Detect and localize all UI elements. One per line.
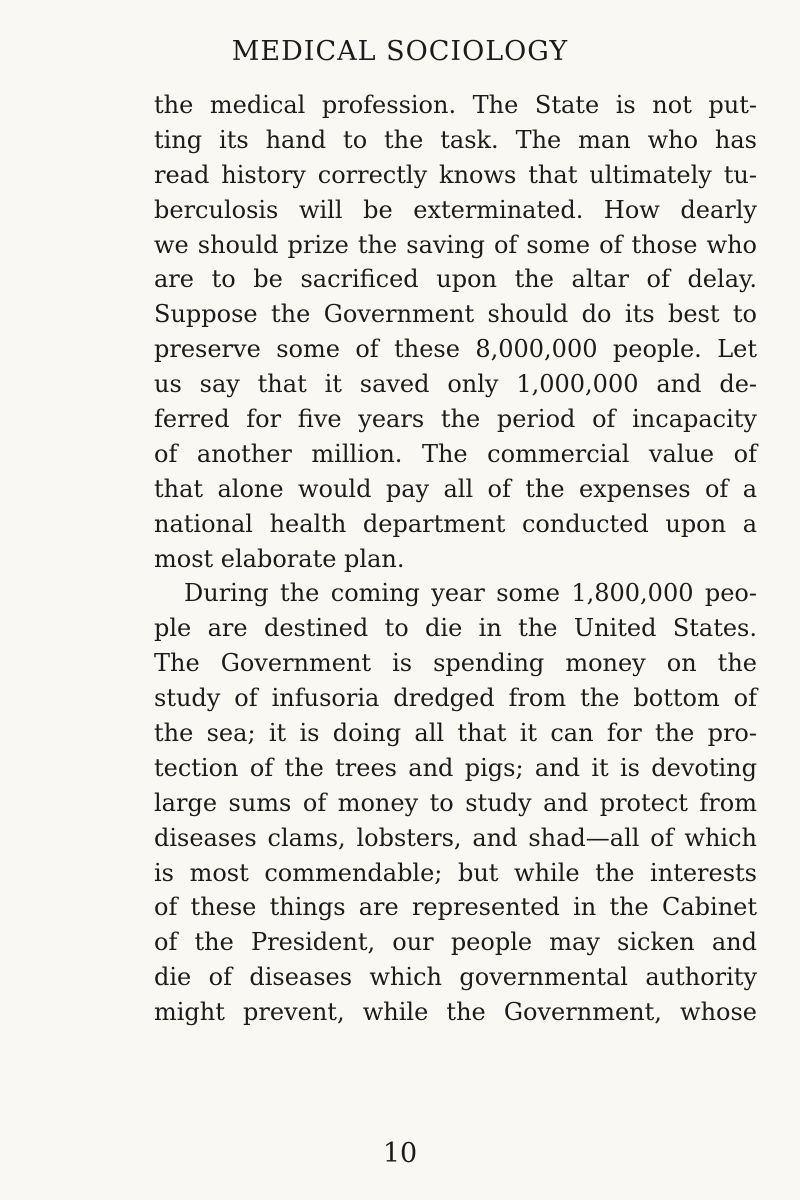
page-number: 10 [382,1138,418,1169]
text-line: Suppose the Government should do its best to [154,300,757,329]
text-line: ferred for five years the period of incapacity [154,405,757,434]
text-line: are to be sacrificed upon the altar of delay. [154,265,757,294]
text-line: we should prize the saving of some of those who [154,230,757,259]
text-line: that alone would pay all of the expenses of a [154,474,757,503]
text-line: The Government is spending money on the [154,649,757,678]
text-line: berculosis will be exterminated. How dearly [154,195,757,224]
text-line: During the coming year some 1,800,000 peo- [184,579,757,608]
text-line: ting its hand to the task. The man who has [154,125,757,154]
text-line: is most commendable; but while the interests [154,858,757,887]
text-line: of these things are represented in the Cabinet [154,893,757,922]
text-line: tection of the trees and pigs; and it is devoting [154,753,757,782]
text-line: study of infusoria dredged from the bottom of [154,684,757,713]
running-head: MEDICAL SOCIOLOGY [231,36,569,67]
text-line: might prevent, while the Government, whose [154,998,757,1027]
text-line: ple are destined to die in the United States. [154,614,757,643]
text-line: of another million. The commercial value of [154,439,757,468]
text-line: die of diseases which governmental authority [154,963,757,992]
text-line: read history correctly knows that ultimately tu- [154,160,757,189]
text-line: the sea; it is doing all that it can for the pro- [154,719,757,748]
text-line: preserve some of these 8,000,000 people. Let [154,335,757,364]
text-line: large sums of money to study and protect from [154,788,757,817]
text-line: diseases clams, lobsters, and shad—all of which [154,823,757,852]
text-line: of the President, our people may sicken and [154,928,757,957]
text-line: most elaborate plan. [154,544,405,573]
text-line: us say that it saved only 1,000,000 and de- [154,370,757,399]
text-line: the medical profession. The State is not put- [154,91,757,119]
text-line: national health department conducted upon a [154,509,757,538]
body-text [154,88,757,1030]
